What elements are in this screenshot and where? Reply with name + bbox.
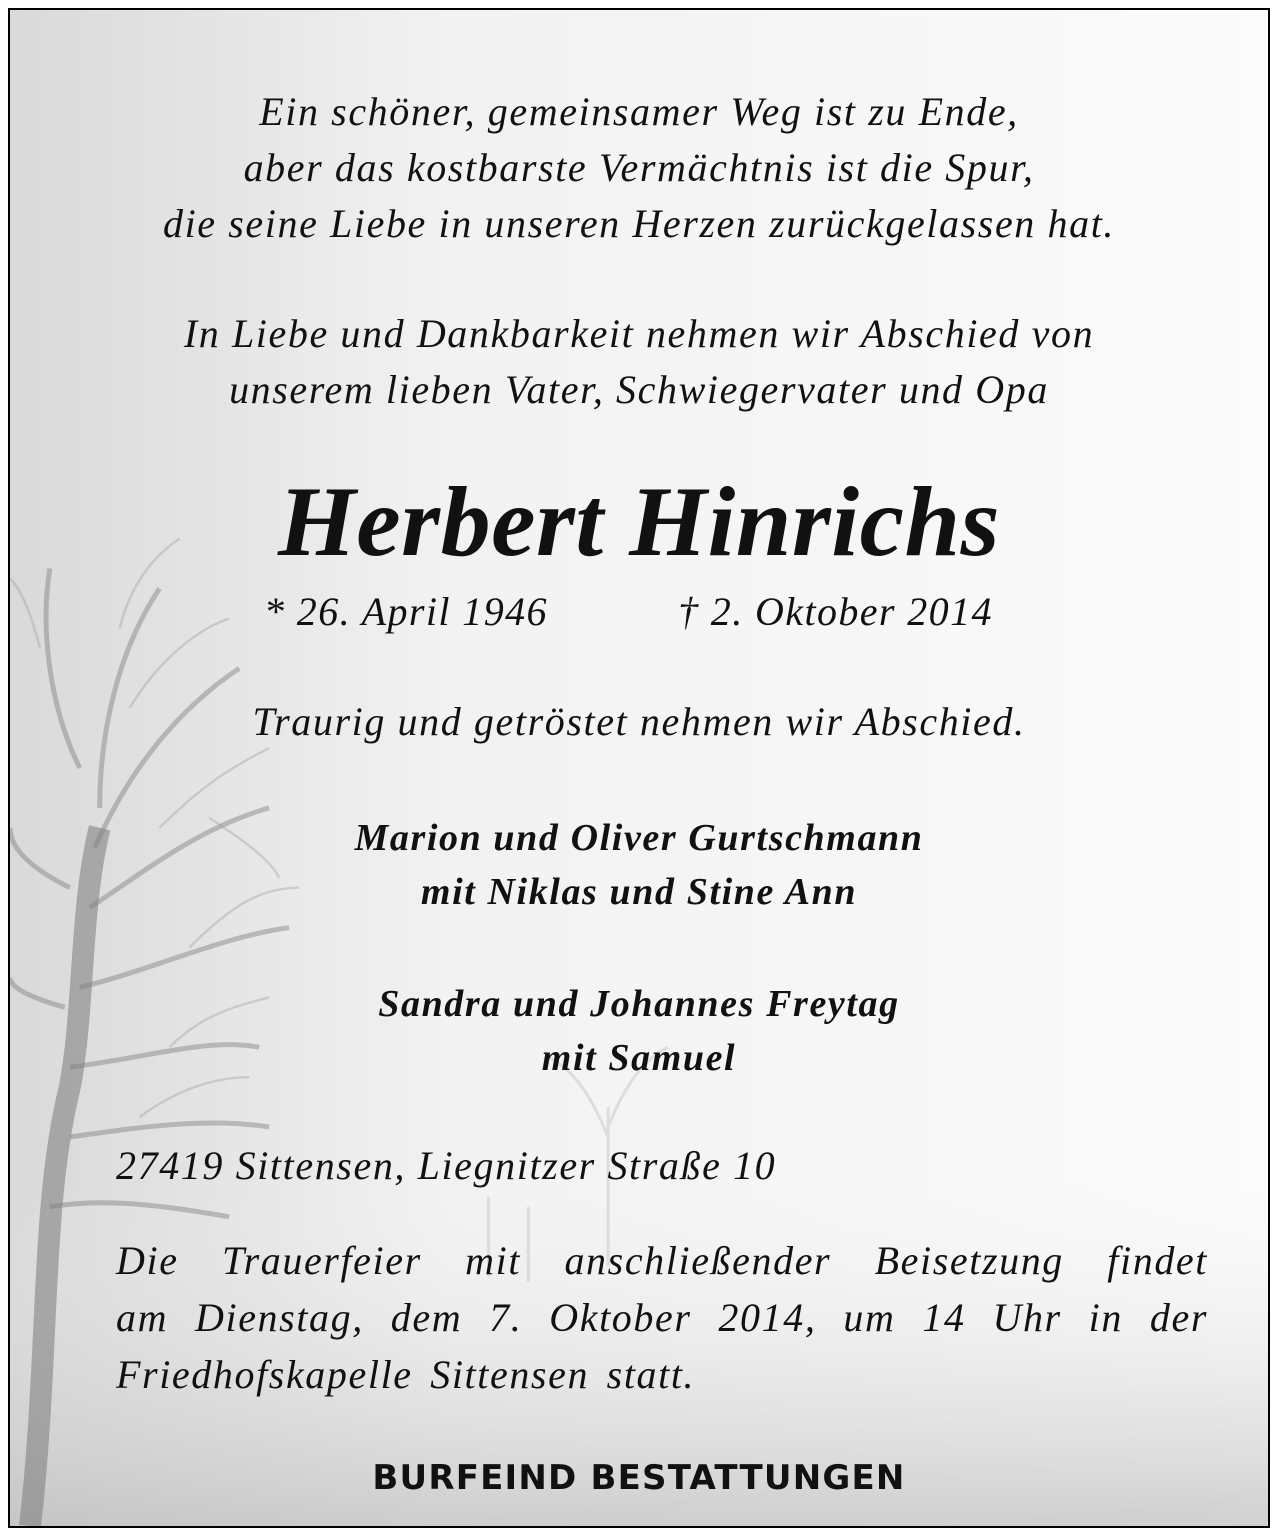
family-address: 27419 Sittensen, Liegnitzer Straße 10 (116, 1143, 777, 1188)
intro-line-1: In Liebe und Dankbarkeit nehmen wir Abschied von (183, 311, 1095, 356)
notice-content (10, 10, 1268, 1526)
mourner-group-1-line-1: Marion und Oliver Gurtschmann (354, 817, 924, 859)
deceased-name: Herbert Hinrichs (278, 466, 1000, 577)
funeral-line-1: Die Trauerfeier mit anschließender Beisetzung findet (116, 1238, 1208, 1283)
life-dates (10, 584, 1268, 640)
obituary-notice (8, 8, 1270, 1528)
funeral-details (116, 1232, 1208, 1403)
funeral-line-3: Friedhofskapelle Sittensen statt. (116, 1352, 696, 1397)
birth-date: * 26. April 1946 (264, 589, 548, 634)
farewell-text: Traurig und getröstet nehmen wir Abschied. (252, 699, 1026, 744)
verse-line-2: aber das kostbarste Vermächtnis ist die Spur, (243, 145, 1035, 190)
mourner-group-2-line-2: mit Samuel (541, 1037, 737, 1079)
death-date: † 2. Oktober 2014 (678, 589, 993, 634)
verse-line-3: die seine Liebe in unseren Herzen zurückgelassen hat. (162, 201, 1116, 246)
funeral-home-logo: BURFEIND BESTATTUNGEN (372, 1458, 906, 1498)
verse-line-1: Ein schöner, gemeinsamer Weg ist zu Ende, (259, 89, 1019, 134)
intro-line-2: unserem lieben Vater, Schwiegervater und Opa (229, 367, 1049, 412)
mourner-group-1-line-2: mit Niklas und Stine Ann (420, 871, 858, 913)
funeral-line-2: am Dienstag, dem 7. Oktober 2014, um 14 Uhr in der (116, 1295, 1208, 1340)
mourner-group-2-line-1: Sandra und Johannes Freytag (378, 983, 900, 1025)
